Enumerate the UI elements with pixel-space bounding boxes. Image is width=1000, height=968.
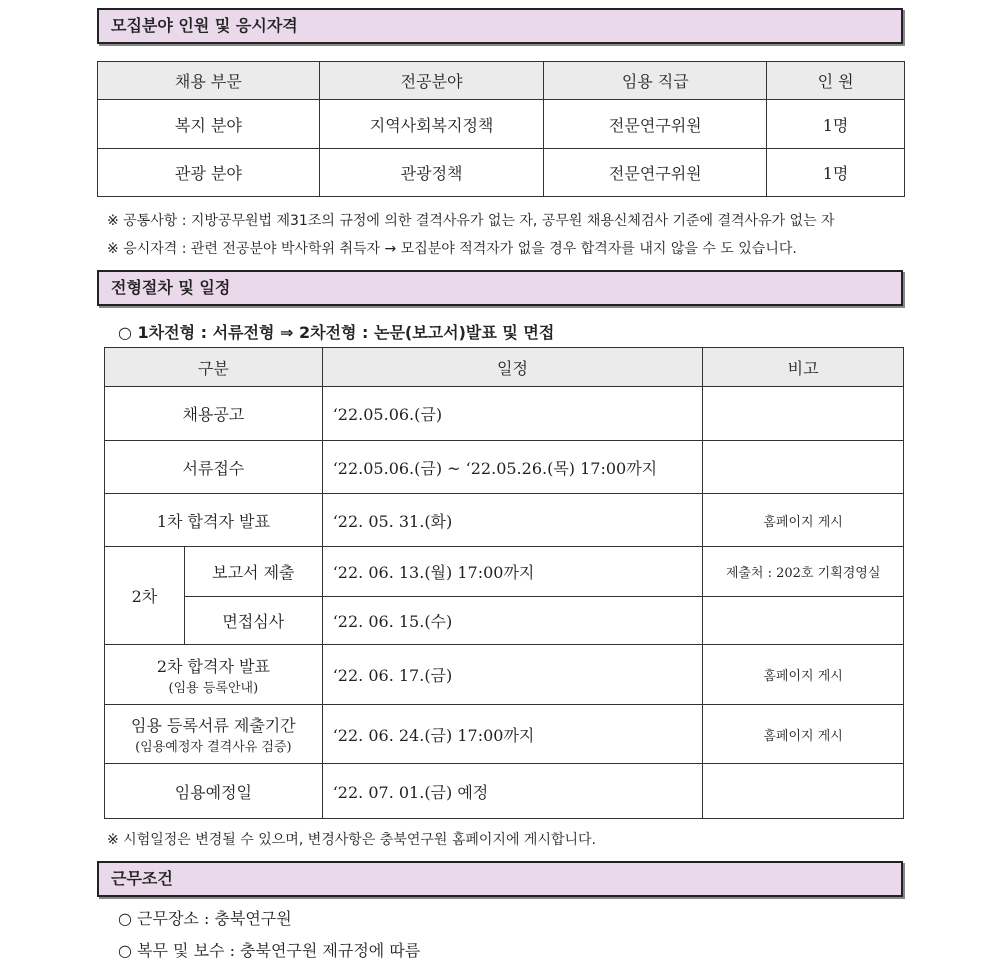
col-header: 일정 (322, 348, 703, 387)
schedule-note (703, 764, 904, 819)
table-cell: 전문연구위원 (544, 100, 767, 149)
table-header-row (98, 62, 905, 100)
note-schedule-change: ※ 시험일정은 변경될 수 있으며, 변경사항은 충북연구원 홈페이지에 게시합니다. (107, 832, 596, 848)
schedule-date: ‘22. 06. 24.(금) 17:00까지 (322, 705, 703, 764)
schedule-table (104, 347, 904, 819)
schedule-note: 홈페이지 게시 (703, 645, 904, 705)
table-header-row (105, 348, 904, 387)
table-row (105, 705, 904, 764)
section-header-working-conditions: 근무조건 (97, 861, 903, 897)
schedule-note: 홈페이지 게시 (703, 494, 904, 547)
schedule-date: ‘22. 06. 15.(수) (322, 597, 703, 645)
note-common-requirements: ※ 공통사항 : 지방공무원법 제31조의 규정에 의한 결격사유가 없는 자, 공무원 채용신체검사 기준에 결격사유가 없는 자 (107, 213, 835, 229)
table-cell: 전문연구위원 (544, 149, 767, 197)
note-eligibility: ※ 응시자격 : 관련 전공분야 박사학위 취득자 → 모집분야 적격자가 없을 경우 합격자를 내지 않을 수 도 있습니다. (107, 241, 797, 257)
section-header-recruitment: 모집분야 인원 및 응시자격 (97, 8, 903, 44)
salary-item: ○ 복무 및 보수 : 충북연구원 제규정에 따름 (118, 941, 421, 960)
schedule-note: 홈페이지 게시 (703, 705, 904, 764)
col-header: 전공분야 (319, 62, 544, 100)
table-cell: 1명 (767, 100, 905, 149)
schedule-label: 보고서 제출 (184, 547, 322, 597)
schedule-group-label: 2차 (105, 547, 185, 645)
col-header: 채용 부문 (98, 62, 320, 100)
table-row (105, 597, 904, 645)
schedule-label: 1차 합격자 발표 (105, 494, 323, 547)
schedule-date: ‘22.05.06.(금) ~ ‘22.05.26.(목) 17:00까지 (322, 441, 703, 494)
section-header-schedule: 전형절차 및 일정 (97, 270, 903, 306)
schedule-label: 임용예정일 (105, 764, 323, 819)
col-header: 비고 (703, 348, 904, 387)
table-row (105, 387, 904, 441)
schedule-date: ‘22. 05. 31.(화) (322, 494, 703, 547)
schedule-date: ‘22. 07. 01.(금) 예정 (322, 764, 703, 819)
schedule-date: ‘22.05.06.(금) (322, 387, 703, 441)
schedule-label: 면접심사 (184, 597, 322, 645)
schedule-label-sub: (임용예정자 결격사유 검증) (135, 740, 292, 755)
schedule-label-sub: (임용 등록안내) (168, 680, 259, 696)
table-cell: 1명 (767, 149, 905, 197)
table-row (105, 764, 904, 819)
table-cell: 관광정책 (319, 149, 544, 197)
table-cell: 복지 분야 (98, 100, 320, 149)
schedule-label: 채용공고 (105, 387, 323, 441)
recruitment-table (97, 61, 905, 197)
col-header: 구분 (105, 348, 323, 387)
schedule-note (703, 387, 904, 441)
schedule-note (703, 597, 904, 645)
table-row (105, 645, 904, 705)
schedule-date: ‘22. 06. 13.(월) 17:00까지 (322, 547, 703, 597)
selection-flow: ○ 1차전형 : 서류전형 ⇒ 2차전형 : 논문(보고서)발표 및 면접 (118, 323, 555, 342)
table-cell: 관광 분야 (98, 149, 320, 197)
table-cell: 지역사회복지정책 (319, 100, 544, 149)
table-row (98, 100, 905, 149)
schedule-label-main: 2차 합격자 발표 (156, 656, 270, 676)
table-row (105, 547, 904, 597)
schedule-note (703, 441, 904, 494)
table-row (98, 149, 905, 197)
work-location-item: ○ 근무장소 : 충북연구원 (118, 909, 292, 928)
table-row (105, 441, 904, 494)
col-header: 임용 직급 (544, 62, 767, 100)
col-header: 인 원 (767, 62, 905, 100)
table-row (105, 494, 904, 547)
schedule-date: ‘22. 06. 17.(금) (322, 645, 703, 705)
schedule-label (105, 705, 323, 764)
schedule-label (105, 645, 323, 705)
schedule-label: 서류접수 (105, 441, 323, 494)
schedule-label-main: 임용 등록서류 제출기간 (130, 716, 296, 735)
schedule-note: 제출처 : 202호 기획경영실 (703, 547, 904, 597)
